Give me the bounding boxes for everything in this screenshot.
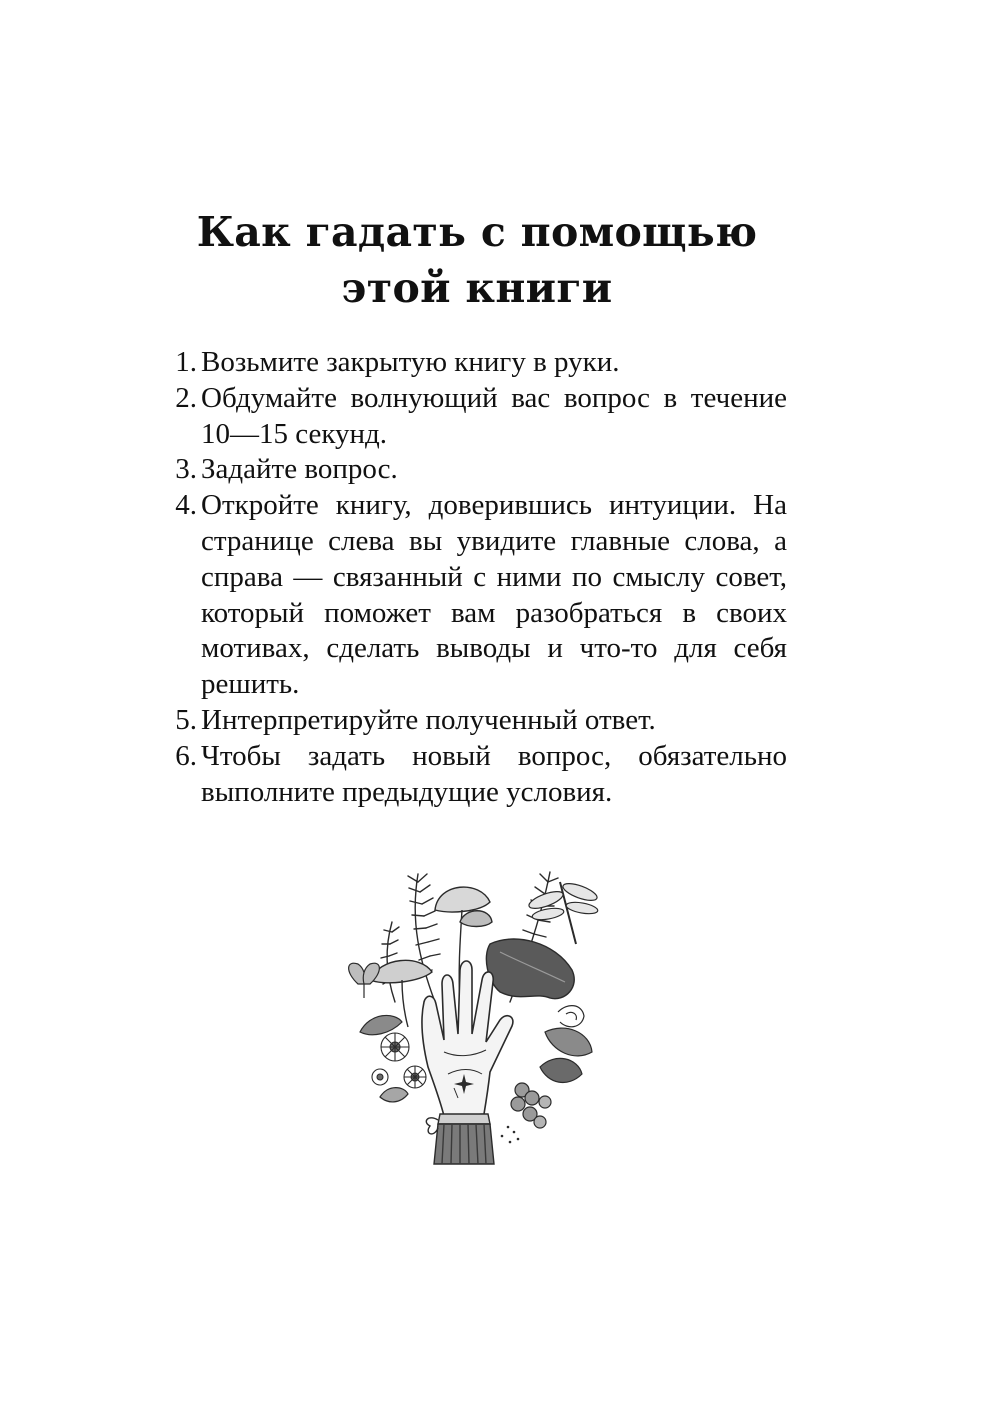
step-text: Интерпретируйте полученный ответ. xyxy=(201,703,656,736)
page-title xyxy=(0,204,954,316)
step-text: Откройте книгу, доверившись интуиции. На странице слева вы увидите главные слова, а справа — связанный с ними по смыслу совет, который поможет вам разобраться в своих мотивах, сделать выводы и что-то для себя решить. xyxy=(201,489,787,701)
step-text: Возьмите закрытую книгу в руки. xyxy=(201,346,620,378)
step-number: 2. xyxy=(175,381,197,414)
step-number: 1. xyxy=(175,346,197,378)
list-item xyxy=(161,452,787,488)
hand-with-botanicals-icon xyxy=(340,852,602,1182)
list-item xyxy=(161,739,787,811)
step-number: 5. xyxy=(175,703,197,736)
list-item xyxy=(161,381,787,453)
list-item xyxy=(161,345,787,381)
title-line-2: этой книги xyxy=(341,264,613,312)
step-number: 4. xyxy=(175,489,197,522)
title-line-1: Как гадать с помощью xyxy=(196,208,758,256)
list-item xyxy=(161,703,787,739)
step-text: Чтобы задать новый вопрос, обязательно выполните предыдущие условия. xyxy=(201,739,787,808)
step-number: 6. xyxy=(175,739,197,772)
step-text: Обдумайте волнующий вас вопрос в течение 10—15 секунд. xyxy=(201,381,787,450)
step-number: 3. xyxy=(175,453,197,486)
instruction-list xyxy=(161,345,787,810)
step-text: Задайте вопрос. xyxy=(201,453,398,486)
list-item xyxy=(161,488,787,703)
